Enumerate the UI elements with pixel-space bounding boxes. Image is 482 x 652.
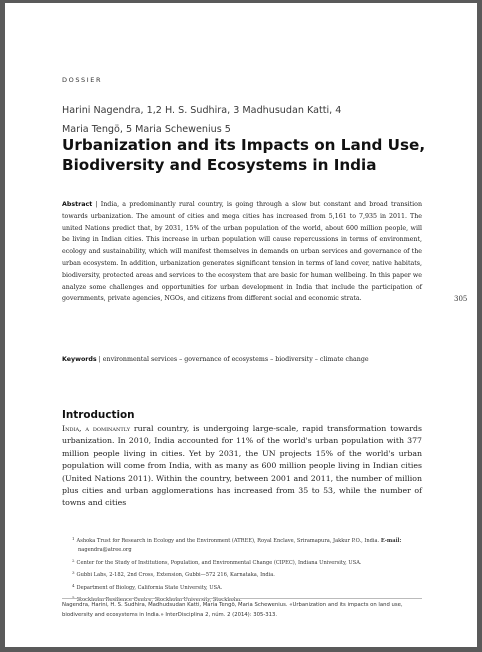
section-heading-introduction: Introduction (62, 409, 135, 421)
keywords-label: Keywords (62, 356, 97, 363)
footnote-text: Stockholm Resilience Centre, Stockholm University, Stockholm. (76, 597, 242, 604)
footnote-number: 1 (72, 536, 75, 541)
keywords-separator: | (96, 356, 103, 363)
footnote (62, 556, 422, 568)
footer-divider (62, 598, 422, 599)
introduction-text: rural country, is undergoing large-scale, rapid transformation towards urbanization. In 2010, India accounted for 11% of the world's urban population with 377 million people living in cities. Yet by 2031, the UN projects 15% of the world's urban population will come from India, with as many as 600 million people living in Indian cities (United Nations 2011). Within the country, between 2001 and 2011, the number of million plus cities and urban agglomerations has increased from 35 to 53, while the number of towns and cities (62, 424, 422, 508)
abstract-separator: | (92, 201, 101, 208)
author-4: Maria Tengö, 5 (62, 124, 133, 135)
abstract-label: Abstract (62, 201, 93, 208)
author-3: Madhusudan Katti, 4 (242, 105, 342, 116)
footnote-number: 2 (72, 557, 75, 563)
document-page (5, 3, 477, 647)
introduction-paragraph (62, 423, 422, 510)
keywords-text: environmental services – governance of ecosystems – biodiversity – climate change (102, 356, 369, 363)
footnote (62, 568, 422, 580)
footnote-number: 4 (72, 582, 75, 588)
footnote-number: 5 (72, 595, 75, 601)
citation: Nagendra, Harini, H. S. Sudhira, Madhudsudan Katti, María Tengö, Maria Schewenius. «Urbanization and its impacts on land use, biodiversity and ecosystems in India.» InterDisciplina 2, núm. 2 (2014): 305-313. (62, 602, 403, 618)
footnote (62, 534, 422, 556)
author-1: Harini Nagendra, 1,2 (62, 105, 162, 116)
author-list (62, 101, 442, 139)
section-label: DOSSIER (62, 76, 103, 84)
author-2: H. S. Sudhira, 3 (164, 105, 240, 116)
abstract (62, 199, 422, 305)
footnote-number: 3 (72, 570, 75, 576)
footnote-text: Gubbi Labs, 2-182, 2nd Cross, Extension, Gubbi—572 216, Karnataka, India. (76, 572, 275, 579)
footnote-text: Center for the Study of Institutions, Population, and Environmental Change (CIPEC), Indiana University, USA. (76, 559, 362, 566)
abstract-text: India, a predominantly rural country, is going through a slow but constant and broad transition towards urbanization. The amount of cities and mega cities has increased from 5,161 to 7,935 in 2011. The united Nations predict that, by 2031, 15% of the urban population of the world, about 600 million people, will be living in Indian cities. This increase in urban population will cause repercussions in terms of environment, ecology and sustainability, which will manifest themselves in demands on urban services and governance of the urban ecosystem. In addition, urbanization generates significant tension in terms of land cover, native habitats, biodiversity, protected areas and services to the ecosystem that are basic for human wellbeing. In this paper we analyze some challenges and opportunities for urban development in India that include the participation of governments, private agencies, NGOs, and citizens from different social and economic strata. (62, 201, 423, 303)
footnote-text: Ashoka Trust for Research in Ecology and the Environment (ATREE), Royal Enclave, Sriramapura, Jakkur P.O., India. (76, 538, 380, 544)
footnote-text: Department of Biology, California State University, USA. (76, 584, 223, 591)
footnotes (62, 534, 422, 605)
article-title: Urbanization and its Impacts on Land Use, Biodiversity and Ecosystems in India (62, 136, 426, 174)
footnote-email[interactable]: nagendra@atree.org (78, 547, 132, 554)
page-number: 305 (454, 295, 468, 303)
footnote-email-label: E-mail: (380, 538, 402, 544)
keywords (62, 354, 422, 366)
introduction-lead: India, a dominantly (62, 424, 131, 433)
footnote (62, 581, 422, 593)
author-5: Maria Schewenius 5 (135, 124, 231, 135)
